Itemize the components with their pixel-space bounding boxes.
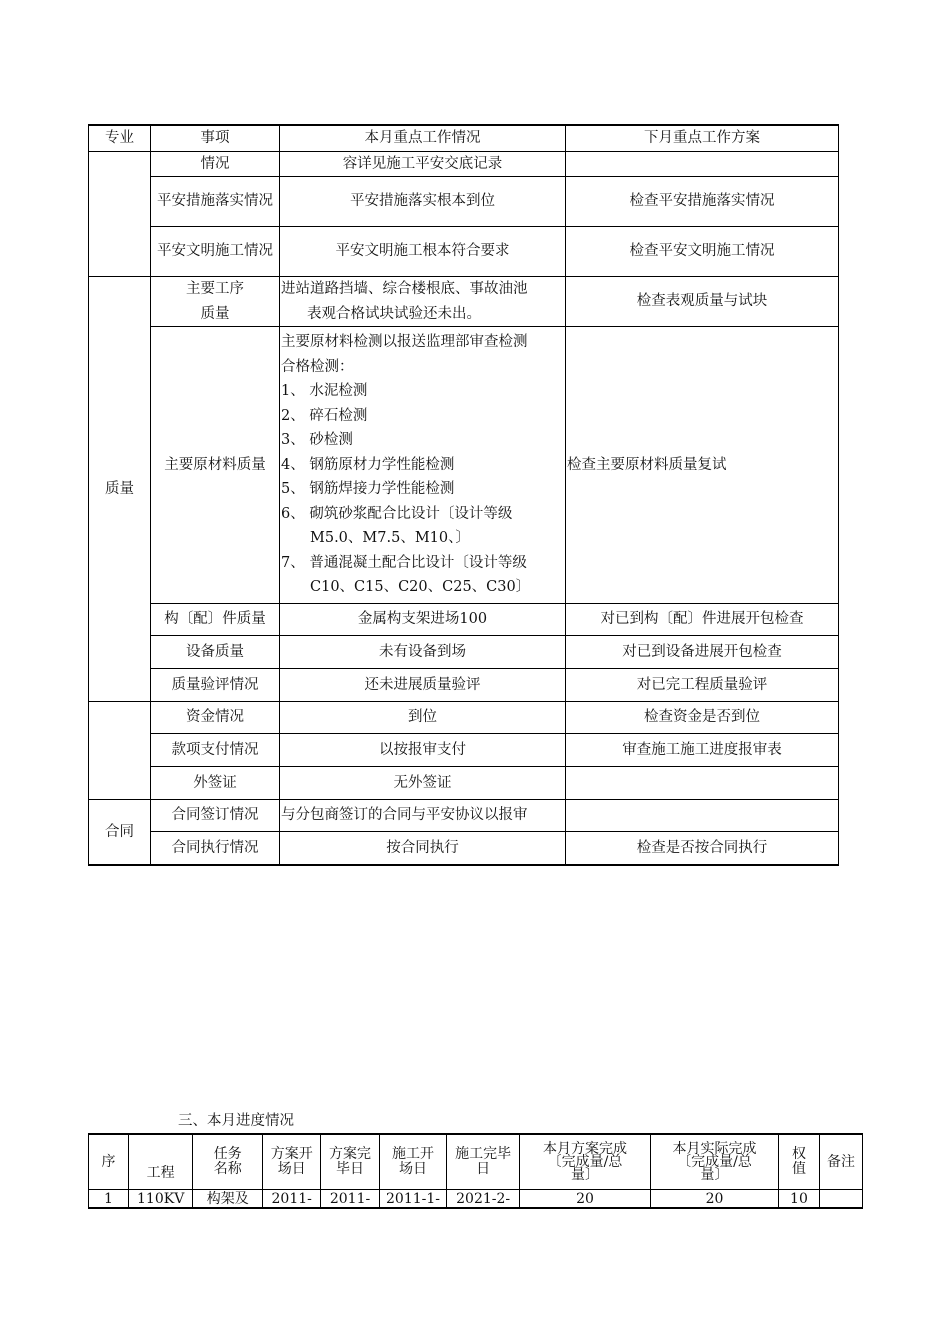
list-item: 3、 砂检测 [281,432,353,449]
next-cell: 审查施工施工进度报审表 [566,734,839,767]
header-text: 〔完成量/总 [547,1153,623,1170]
section-label-quality: 质量 [89,277,151,702]
item-cell: 情况 [151,151,280,177]
table-row [89,604,839,636]
header-plan-end [321,1134,379,1190]
table-row [89,767,839,800]
item-cell: 平安措施落实情况 [151,177,280,227]
list-item: 4、 钢筋原材力学性能检测 [281,456,455,473]
current-cell: 平安文明施工根本符合要求 [280,227,566,277]
cell-actual-done: 20 [651,1190,779,1209]
header-text: 任务 [213,1146,242,1162]
header-seq: 序 [89,1134,129,1190]
header-text: 施工开 [392,1146,434,1162]
header-specialty: 专业 [89,125,151,151]
header-text: 量〕 [700,1166,729,1183]
progress-section-title: 三、本月进度情况 [178,1113,294,1129]
next-cell [566,800,839,832]
item-line: 主要工序 [186,281,244,297]
next-cell: 对已完工程质量验评 [566,669,839,702]
header-text: 施工完毕 [455,1146,512,1162]
cell-task: 构架及 [193,1190,263,1209]
next-cell: 对已到构〔配〕件进展开包检查 [566,604,839,636]
cell-plan-done: 20 [519,1190,650,1209]
header-current-month: 本月重点工作情况 [280,125,566,151]
current-cell: 还未进展质量验评 [280,669,566,702]
table-row [89,327,839,604]
header-text: 工程 [146,1164,175,1181]
table-row [89,277,839,327]
next-cell: 检查主要原材料质量复试 [566,327,839,604]
item-cell: 资金情况 [151,702,280,734]
progress-header-row [89,1134,863,1190]
section-label-funds [89,702,151,800]
cell-work-end: 2021-2- [447,1190,520,1209]
current-cell [280,277,566,327]
current-cell: 容详见施工平安交底记录 [280,151,566,177]
item-cell: 合同签订情况 [151,800,280,832]
table-row [89,800,839,832]
current-cell: 未有设备到场 [280,636,566,669]
cell-work-start: 2011-1- [379,1190,447,1209]
table-row [89,669,839,702]
header-plan-done [519,1134,650,1190]
header-task [193,1134,263,1190]
cell-weight: 10 [778,1190,819,1209]
table-row [89,702,839,734]
table-row [89,734,839,767]
header-text: 场日 [399,1161,427,1177]
list-item: 5、 钢筋焊接力学性能检测 [281,481,455,498]
header-work-end [447,1134,520,1190]
header-text: 本月实际完成 [672,1140,757,1157]
item-line: 质量 [200,305,230,322]
list-item: C10、C15、C20、C25、C30〕 [310,579,531,596]
current-cell: 以按报审支付 [280,734,566,767]
item-cell: 款项支付情况 [151,734,280,767]
next-cell: 检查资金是否到位 [566,702,839,734]
table-header-row [89,125,839,151]
table-row [89,177,839,227]
header-item: 事项 [151,125,280,151]
current-cell: 平安措施落实根本到位 [280,177,566,227]
item-cell: 主要原材料质量 [151,327,280,604]
header-text: 量〕 [570,1166,599,1183]
header-weight [778,1134,819,1190]
table-row [89,832,839,866]
materials-detail-cell [280,327,566,604]
header-text: 〔完成量/总 [677,1153,752,1170]
next-cell [566,767,839,800]
header-text: 场日 [277,1161,306,1177]
header-text: 日 [476,1161,491,1177]
cell-remark [819,1190,862,1209]
text-line: 表观合格试块试验还未出。 [307,305,481,322]
next-cell [566,151,839,177]
item-cell: 合同执行情况 [151,832,280,866]
table-row [89,1190,863,1209]
list-item: 1、 水泥检测 [281,383,368,400]
item-cell: 平安文明施工情况 [151,227,280,277]
work-summary-table [88,124,839,866]
header-text: 值 [791,1161,806,1177]
next-cell: 检查平安措施落实情况 [566,177,839,227]
list-item: 2、 碎石检测 [281,407,368,424]
header-actual-done [651,1134,779,1190]
table-row [89,227,839,277]
header-text: 毕日 [336,1161,365,1177]
table-row [89,636,839,669]
progress-table [88,1133,863,1209]
cell-plan-start: 2011- [263,1190,321,1209]
header-text: 本月方案完成 [542,1140,627,1157]
cell-project: 110KV [128,1190,193,1209]
header-text: 名称 [213,1161,242,1177]
header-text: 方案完 [329,1146,372,1162]
list-item: 7、 普通混凝土配合比设计〔设计等级 [281,554,527,571]
next-cell: 对已到设备进展开包检查 [566,636,839,669]
next-cell: 检查表观质量与试块 [566,277,839,327]
cell-plan-end: 2011- [321,1190,379,1209]
current-cell: 与分包商签订的合同与平安协议以报审 [280,800,566,832]
current-cell: 金属构支架进场100 [280,604,566,636]
header-remark: 备注 [819,1134,862,1190]
text-line: 合格检测： [281,358,354,375]
item-cell: 构〔配〕件质量 [151,604,280,636]
text-line: 主要原材料检测以报送监理部审查检测 [281,334,528,351]
next-cell: 检查平安文明施工情况 [566,227,839,277]
header-text: 权 [791,1146,806,1162]
item-cell: 质量验评情况 [151,669,280,702]
list-item: M5.0、M7.5、M10、〕 [310,530,470,547]
item-cell [151,277,280,327]
header-next-month: 下月重点工作方案 [566,125,839,151]
header-project [128,1134,193,1190]
text-line: 进站道路挡墙、综合楼根底、事故油池 [281,281,528,297]
header-text: 方案开 [270,1146,313,1162]
list-item: 6、 砌筑砂浆配合比设计〔设计等级 [281,505,513,522]
header-work-start [379,1134,447,1190]
section-label-safety [89,151,151,277]
item-cell: 设备质量 [151,636,280,669]
current-cell: 到位 [280,702,566,734]
section-label-contract: 合同 [89,800,151,866]
cell-seq: 1 [89,1190,129,1209]
next-cell: 检查是否按合同执行 [566,832,839,866]
current-cell: 无外签证 [280,767,566,800]
current-cell: 按合同执行 [280,832,566,866]
item-cell: 外签证 [151,767,280,800]
table-row [89,151,839,177]
header-plan-start [263,1134,321,1190]
